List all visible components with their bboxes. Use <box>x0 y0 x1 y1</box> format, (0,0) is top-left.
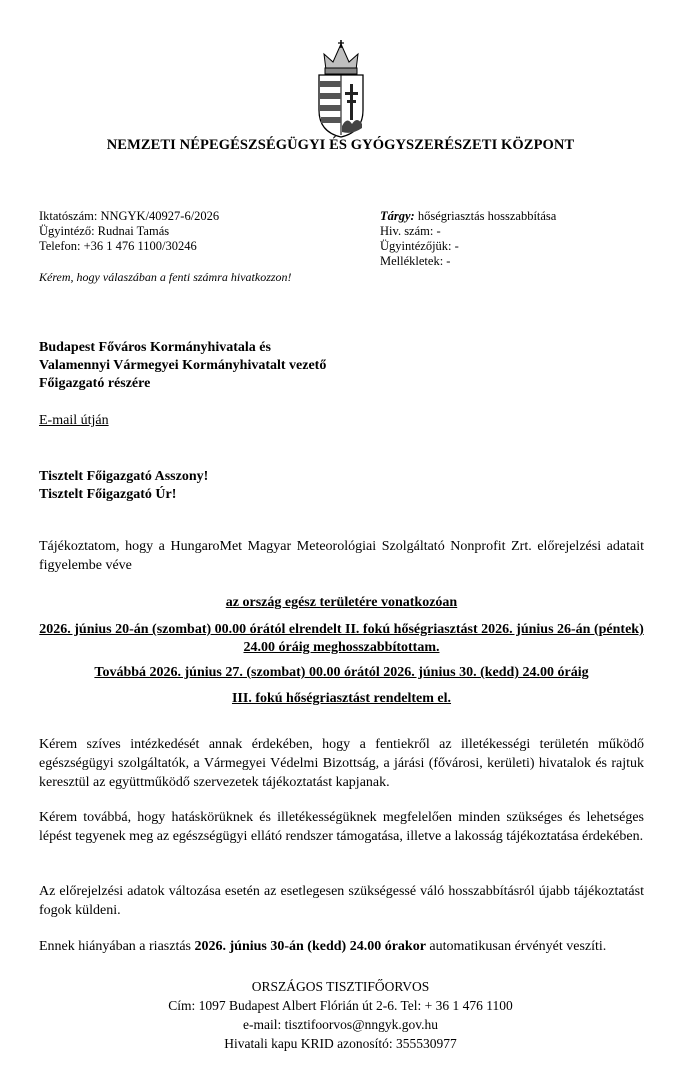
paragraph-measures: Kérem továbbá, hogy hatáskörüknek és illetékességüknek megfelelően minden szükséges és lehetséges lépést tegyenek meg az egészségügyi ellátó rendszer támogatása, illetve a lakosság tájékoztatása érdekében. <box>39 810 644 844</box>
case-officer: Ügyintéző: Rudnai Tamás <box>39 224 170 238</box>
directive-scope: az ország egész területére vonatkozóan <box>225 595 458 610</box>
paragraph-expiry <box>39 937 644 956</box>
signatory-title: ORSZÁGOS TISZTIFŐORVOS <box>251 979 430 994</box>
footer-krid: Hivatali kapu KRID azonosító: 355530977 <box>224 1036 457 1051</box>
salutation <box>39 468 539 504</box>
reference-left <box>39 209 369 254</box>
addressee <box>39 339 539 393</box>
expiry-datetime: 2026. június 30-án (kedd) 24.00 órakor <box>194 939 426 954</box>
phone: Telefon: +36 1 476 1100/30246 <box>39 239 197 253</box>
directive-further: Továbbá 2026. június 27. (szombat) 00.00 órától 2026. június 30. (kedd) 24.00 óráig <box>94 665 589 680</box>
intro-paragraph: Tájékoztatom, hogy a HungaroMet Magyar Meteorológiai Szolgáltató Nonprofit Zrt. előrejelzési adatait figyelembe véve <box>39 539 644 573</box>
addressee-line: Budapest Főváros Kormányhivatala és <box>39 340 271 355</box>
footer-address: Cím: 1097 Budapest Albert Flórián út 2-6. Tel: + 36 1 476 1100 <box>168 998 513 1013</box>
reference-note: Kérem, hogy válaszában a fenti számra hivatkozzon! <box>39 270 292 284</box>
salutation-line: Tisztelt Főigazgató Asszony! <box>39 469 209 484</box>
paragraph-request: Kérem szíves intézkedését annak érdekében, hogy a fentiekről az illetékességi területén működő egészségügyi szolgáltatók, a Vármegyei Védelmi Bizottság, a járási (fővárosi, kerületi) hivatalok és rajtuk keresztül az együttműködő szervezetek tájékoztatást kapjanak. <box>39 737 644 790</box>
subject-line <box>380 209 660 224</box>
attachments: Mellékletek: - <box>380 254 451 268</box>
delivery-method: E-mail útján <box>39 413 109 428</box>
their-officer: Ügyintézőjük: - <box>380 239 459 253</box>
salutation-line: Tisztelt Főigazgató Úr! <box>39 487 177 502</box>
paragraph-updates: Az előrejelzési adatok változása esetén az esetlegesen szükségessé váló hosszabbításról újabb tájékoztatást fogok küldeni. <box>39 884 644 918</box>
subject-value: hőségriasztás hosszabbítása <box>414 209 557 223</box>
coat-of-arms-logo <box>316 40 366 138</box>
reference-right <box>380 209 660 269</box>
directive-level: III. fokú hőségriasztást rendeltem el. <box>231 691 452 706</box>
expiry-text: Ennek hiányában a riasztás <box>39 939 195 954</box>
addressee-line: Főigazgató részére <box>39 376 151 391</box>
directive-extension: 2026. június 20-án (szombat) 00.00 órától elrendelt II. fokú hőségriasztást 2026. június 26-án (péntek) 24.00 óráig meghosszabbítottam. <box>39 622 644 655</box>
registration-number: Iktatószám: NNGYK/40927-6/2026 <box>39 209 220 223</box>
footer <box>0 977 681 1053</box>
addressee-line: Valamennyi Vármegyei Kormányhivatalt vezető <box>39 358 327 373</box>
footer-email: e-mail: tisztifoorvos@nngyk.gov.hu <box>243 1017 438 1032</box>
expiry-text: automatikusan érvényét veszíti. <box>425 939 607 954</box>
their-ref: Hiv. szám: - <box>380 224 441 238</box>
agency-name: NEMZETI NÉPEGÉSZSÉGÜGYI ÉS GYÓGYSZERÉSZETI KÖZPONT <box>106 137 575 153</box>
subject-label: Tárgy: <box>380 209 415 223</box>
